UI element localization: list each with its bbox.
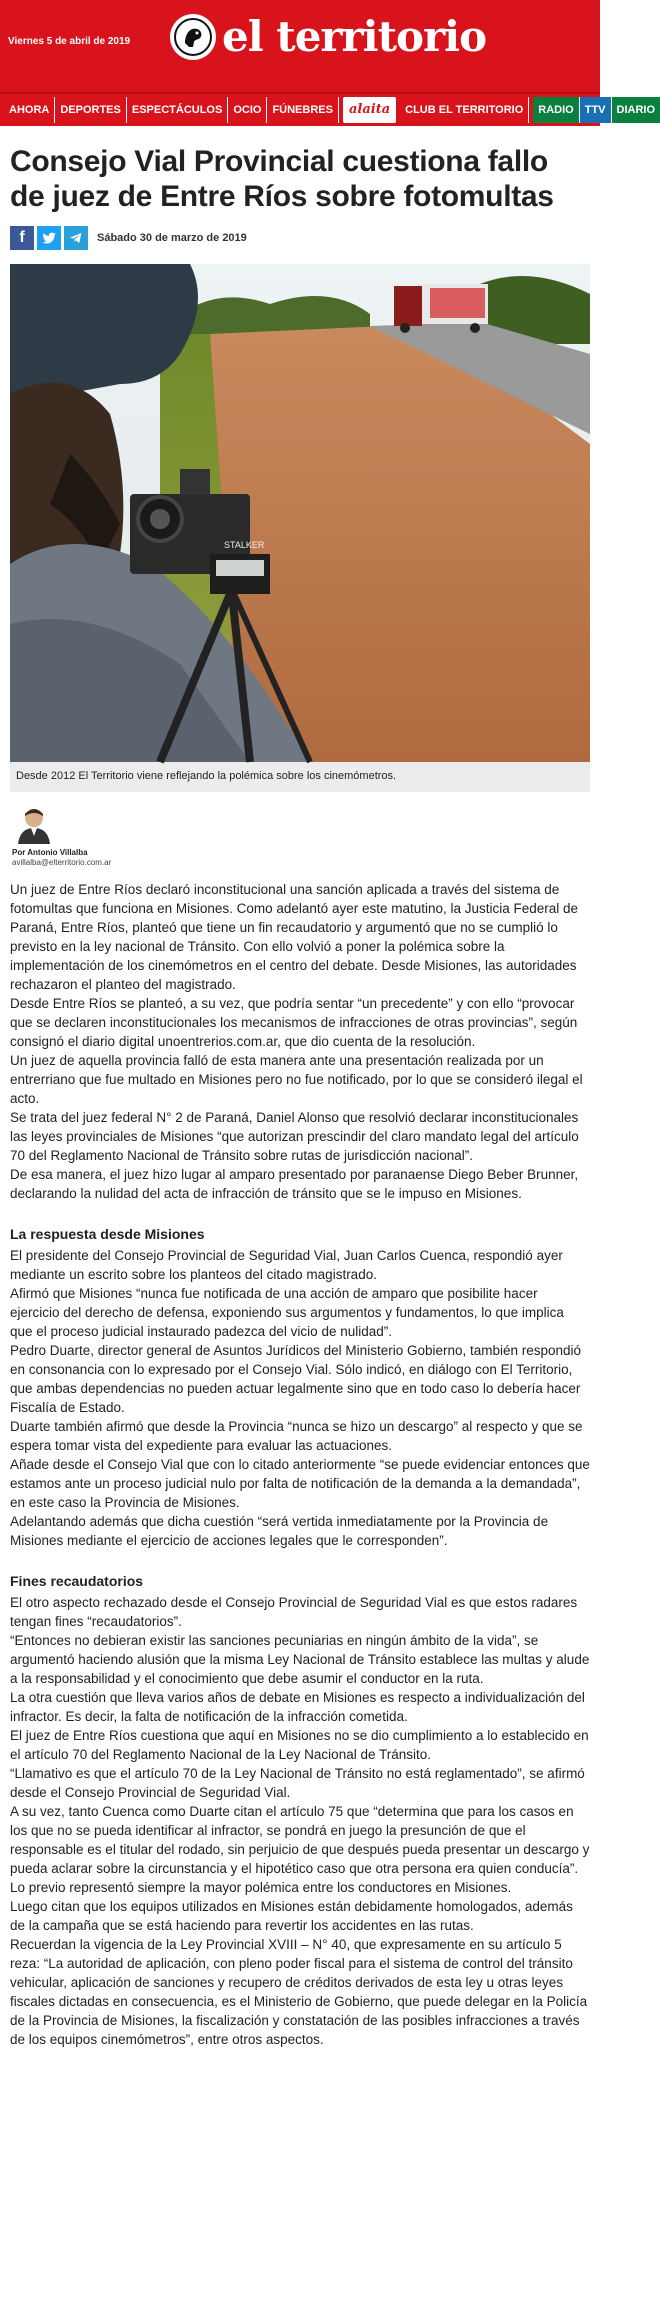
paragraph: Se trata del juez federal N° 2 de Paraná, Daniel Alonso que resolvió declarar inconstitucionales las leyes provinciales de Misiones “que autorizan prescindir del claro mandato legal del artículo 70 del Reglamento Nacional de Tránsito sobre rutas de jurisdicción nacional”. [10,1110,579,1163]
nav-item-funebres[interactable]: FÚNEBRES [267,97,339,123]
logo-emblem-icon [170,14,216,60]
main-nav [0,92,656,126]
publish-date: Sábado 30 de marzo de 2019 [97,232,247,244]
article-title: Consejo Vial Provincial cuestiona fallo de juez de Entre Ríos sobre fotomultas [10,145,554,213]
photo-caption: Desde 2012 El Territorio viene reflejando la polémica sobre los cinemómetros. [10,762,590,792]
facebook-icon[interactable]: f [10,226,34,250]
paragraph: Lo previo representó siempre la mayor polémica entre los conductores en Misiones. [10,1880,512,1895]
paragraph: Desde Entre Ríos se planteó, a su vez, que podría sentar “un precedente” y con ello “provocar que se declaren inconstitucionales los mecanismos de infracciones de otras provincias”, según consignó el diario digital unoentrerios.com.ar, que dio cuenta de la resolución. [10,996,578,1049]
paragraph: El otro aspecto rechazado desde el Consejo Provincial de Seguridad Vial es que estos radares tengan fines “recaudatorios”. [10,1595,578,1629]
paragraph: Pedro Duarte, director general de Asuntos Jurídicos del Ministerio Gobierno, también respondió en consonancia con lo expresado por el Consejo Vial. Sólo indicó, en diálogo con El Territorio, que ambas dependencias no pueden actuar legalmente sino que en todo caso lo debería hacer Fiscalía de Estado. [10,1343,582,1415]
author-email[interactable]: avillalba@elterritorio.com.ar [12,858,112,867]
nav-item-ocio[interactable]: OCIO [228,97,267,123]
nav-item-deportes[interactable]: DEPORTES [55,97,127,123]
section-heading: La respuesta desde Misiones [10,1226,205,1242]
paragraph: “Llamativo es que el artículo 70 de la Ley Nacional de Tránsito no está reglamentado”, se afirmó desde el Consejo Provincial de Seguridad Vial. [10,1766,585,1800]
nav-item-espectaculos[interactable]: ESPECTÁCULOS [127,97,228,123]
nav-item-diario[interactable]: DIARIO [612,97,660,123]
paragraph: Duarte también afirmó que desde la Provincia “nunca se hizo un descargo” al respecto y que se espera tomar vista del expediente para evaluar las actuaciones. [10,1419,583,1453]
paragraph: La otra cuestión que lleva varios años de debate en Misiones es respecto a individualización del infractor. Es decir, la falta de notificación de la infracción cometida. [10,1690,585,1724]
paragraph: Un juez de aquella provincia falló de esta manera ante una presentación realizada por un entrerriano que fue multado en Misiones pero no fue notificado, por lo que se consideró ilegal el acto. [10,1053,583,1106]
paragraph: Recuerdan la vigencia de la Ley Provincial XVIII – N° 40, que expresamente en su artículo 5 reza: “La autoridad de aplicación, con pleno poder fiscal para el sistema de control del tránsito vehicular, aplicación de sanciones y recupero de créditos derivados de esta ley u otras leyes fiscales dictadas en consecuencia, es el Ministerio de Gobierno, que puede delegar en la Policía de la Provincia de Misiones, la fiscalización y constatación de las posibles infracciones a través de los equipos cinemómetros”, entre otros aspectos. [10,1937,588,2047]
section-heading: Fines recaudatorios [10,1573,144,1589]
nav-item-ahora[interactable]: AHORA [4,97,55,123]
article [0,126,600,2079]
author-name: Por Antonio Villalba [12,848,88,857]
paragraph: Un juez de Entre Ríos declaró inconstitucional una sanción aplicada a través del sistema de fotomultas que funciona en Misiones. Como adelantó ayer este matutino, la Justicia Federal de Paraná, Entre Ríos, planteó que tiene un fin recaudatorio y argumentó que no se cumplió lo previsto en la ley nacional de Tránsito. Con ello volvió a poner la polémica sobre la implementación de los cinemómetros en el centro del debate. Desde Misiones, las autoridades rechazaron el planteo del magistrado. [10,882,579,992]
paragraph: Afirmó que Misiones “nunca fue notificada de una acción de amparo que posibilite hacer ejercicio del derecho de defensa, exponiendo sus argumentos y fundamentos, lo que implica que el proceso judicial instaurado padezca del vicio de nulidad”. [10,1286,564,1339]
paragraph: El presidente del Consejo Provincial de Seguridad Vial, Juan Carlos Cuenca, respondió ayer mediante un escrito sobre los planteos del citado magistrado. [10,1248,563,1282]
paragraph: “Entonces no debieran existir las sanciones pecuniarias en ningún ámbito de la vida”, se argumentó haciendo alusión que la misma Ley Nacional de Tránsito establece las multas y alude a la responsabilidad y el conocimiento que debe asumir el conductor en la ruta. [10,1633,590,1686]
nav-item-ttv[interactable]: TTV [580,97,612,123]
paragraph: El juez de Entre Ríos cuestiona que aquí en Misiones no se dio cumplimiento a lo establecido en el artículo 70 del Reglamento Nacional de la Ley Nacional de Tránsito. [10,1728,589,1762]
site-logo[interactable] [170,14,486,60]
share-bar [0,220,600,256]
paragraph: Adelantando además que dicha cuestión “será vertida inmediatamente por la Provincia de Misiones mediante el ejercicio de acciones legales que le corresponden”. [10,1514,549,1548]
telegram-icon[interactable] [64,226,88,250]
header-date: Viernes 5 de abril de 2019 [8,36,131,47]
paragraph: De esa manera, el juez hizo lugar al amparo presentado por paranaense Diego Beber Brunner, declarando la nulidad del acta de infracción de tránsito que se le impuso en Misiones. [10,1167,579,1201]
paragraph: Luego citan que los equipos utilizados en Misiones están debidamente homologados, además de la campaña que se está haciendo para revertir los accidentes en las rutas. [10,1899,573,1933]
twitter-icon[interactable] [37,226,61,250]
article-photo [10,264,590,762]
author-avatar [16,804,52,844]
nav-item-radio[interactable]: RADIO [533,97,579,123]
nav-item-club[interactable]: CLUB EL TERRITORIO [400,97,529,123]
article-figure [10,264,590,792]
paragraph: A su vez, tanto Cuenca como Duarte citan el artículo 75 que “determina que para los casos en los que no se pueda identificar al infractor, se pondrá en juego la presunción de que el responsable es el titular del rodado, sin perjuicio de que después pueda presentar un descargo y pueda aclarar sobre la circunstancia y el hipotético caso que otra persona era quien conducía”. [10,1804,590,1876]
paragraph: Añade desde el Consejo Vial que con lo citado anteriormente “se puede evidenciar entonces que estamos ante un proceso judicial nulo por falta de notificación de la demanda a la demandada”, en este caso la Provincia de Misiones. [10,1457,590,1510]
author-block [0,792,600,867]
camera-label: STALKER [224,540,265,550]
logo-text: el territorio [222,12,487,61]
nav-item-alaita[interactable]: alaita [343,97,396,123]
article-body [0,862,600,2079]
top-bar [0,0,600,92]
site-header [0,0,656,126]
